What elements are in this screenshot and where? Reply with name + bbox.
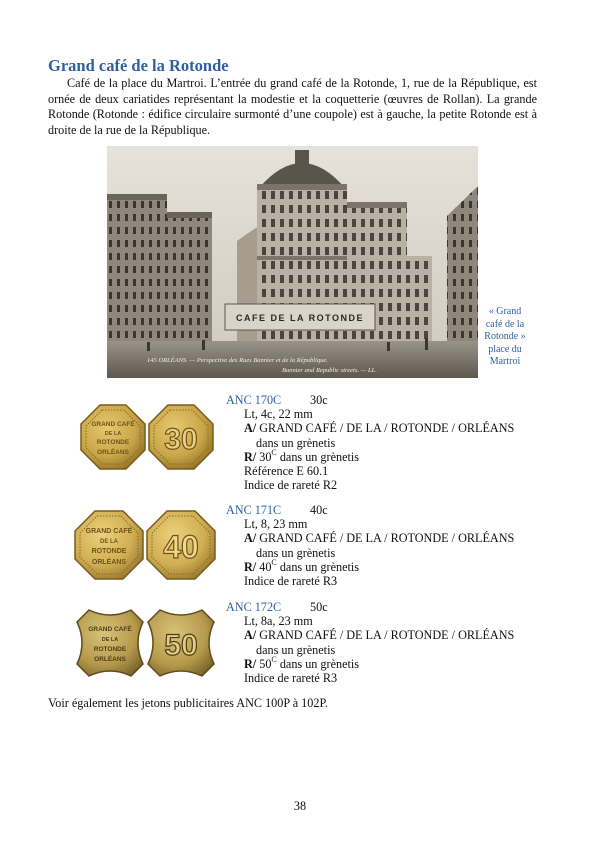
see-also-note: Voir également les jetons publicitaires ANC 100P à 102P. — [48, 696, 328, 710]
catalog-entry-anc-170c — [226, 393, 514, 492]
coin-pair-anc-171c — [73, 509, 217, 581]
coin-numeral: 30 — [164, 423, 198, 456]
coin-pair-anc-172c — [75, 608, 217, 678]
left-buildings — [107, 194, 212, 348]
page-number: 38 — [293, 799, 307, 813]
entry-spec: Lt, 8a, 23 mm — [244, 614, 313, 629]
entry-reverse: R/ $50^C$ dans un grènetis — [244, 654, 360, 671]
coin-reverse — [149, 405, 213, 469]
entry-rarity: Indice de rareté R3 — [244, 671, 338, 686]
cafe-sign: CAFE DE LA ROTONDE — [235, 313, 365, 323]
entry-header — [226, 600, 514, 614]
entry-obverse-sub: dans un grènetis — [256, 545, 336, 560]
entry-ref: ANC 172C — [226, 600, 282, 614]
coin-obverse — [75, 511, 143, 579]
coin-reverse — [148, 610, 214, 676]
entry-reverse: R/ $40^C$ dans un grènetis — [244, 557, 360, 574]
postcard-caption-1: 145 ORLÉANS. — Perspective des Rues Bannier et de la République. — [147, 357, 328, 364]
entry-header — [226, 393, 514, 407]
entry-ref: ANC 171C — [226, 503, 282, 517]
entry-obverse-sub: dans un grènetis — [256, 435, 336, 450]
coin-text-bottom: ORLÉANS — [97, 449, 129, 456]
intro-paragraph: Café de la place du Martroi. L’entrée du grand café de la Rotonde, 1, rue de la République, est ornée de deux cariatides représentant la modestie et la coquetterie (œuvres de Rollan). La grande Rotonde (Rotonde : édifice circulaire surmonté d’une coupole) est à gauche, la petite Rotonde est à droite de la rue de la République. — [48, 76, 537, 137]
coin-numeral: 40 — [163, 529, 199, 565]
entry-rarity: Indice de rareté R2 — [244, 478, 338, 493]
coin-reverse — [147, 511, 215, 579]
coin-text-mid2: ROTONDE — [96, 439, 130, 446]
coin-obverse — [81, 405, 145, 469]
entry-header — [226, 503, 514, 517]
section-title: Grand café de la Rotonde — [48, 56, 229, 75]
photo-caption: « Grand café de la Rotonde » place du Martroi — [484, 306, 526, 367]
entry-value: 40c — [310, 503, 328, 517]
entry-obverse-sub: dans un grènetis — [256, 642, 336, 657]
entry-rarity: Indice de rareté R3 — [244, 574, 338, 589]
entry-value: 30c — [310, 393, 328, 407]
catalog-entry-anc-171c — [226, 503, 514, 588]
coin-numeral: 50 — [164, 629, 198, 662]
entry-reference: Référence E 60.1 — [244, 464, 329, 479]
entry-obverse: A/ GRAND CAFÉ / DE LA / ROTONDE / ORLÉANS — [244, 421, 515, 436]
coin-text-top: GRAND CAFÉ — [91, 421, 135, 428]
coin-text-mid2: ROTONDE — [93, 646, 127, 653]
coin-text-mid2: ROTONDE — [91, 548, 127, 555]
coin-text-mid1: DE LA — [100, 539, 118, 545]
postcard-photo — [107, 146, 478, 378]
entry-obverse: A/ GRAND CAFÉ / DE LA / ROTONDE / ORLÉANS — [244, 531, 515, 546]
coin-text-bottom: ORLÉANS — [94, 656, 126, 663]
entry-obverse: A/ GRAND CAFÉ / DE LA / ROTONDE / ORLÉANS — [244, 628, 515, 643]
catalog-entry-anc-172c — [226, 600, 514, 685]
coin-text-mid1: DE LA — [101, 637, 119, 643]
coin-text-bottom: ORLÉANS — [91, 559, 127, 566]
entry-ref: ANC 170C — [226, 393, 282, 407]
coin-text-top: GRAND CAFÉ — [85, 528, 133, 535]
coin-obverse — [77, 610, 143, 676]
entry-reverse: R/ $30^C$ dans un grènetis — [244, 447, 360, 464]
coin-text-mid1: DE LA — [104, 431, 122, 437]
entry-spec: Lt, 8, 23 mm — [244, 517, 308, 532]
coin-text-top: GRAND CAFÉ — [88, 626, 132, 633]
coin-pair-anc-170c — [79, 403, 215, 471]
entry-value: 50c — [310, 600, 328, 614]
postcard-caption-2: Bannier and Republic streets. — LL. — [282, 367, 377, 374]
entry-spec: Lt, 4c, 22 mm — [244, 407, 313, 422]
